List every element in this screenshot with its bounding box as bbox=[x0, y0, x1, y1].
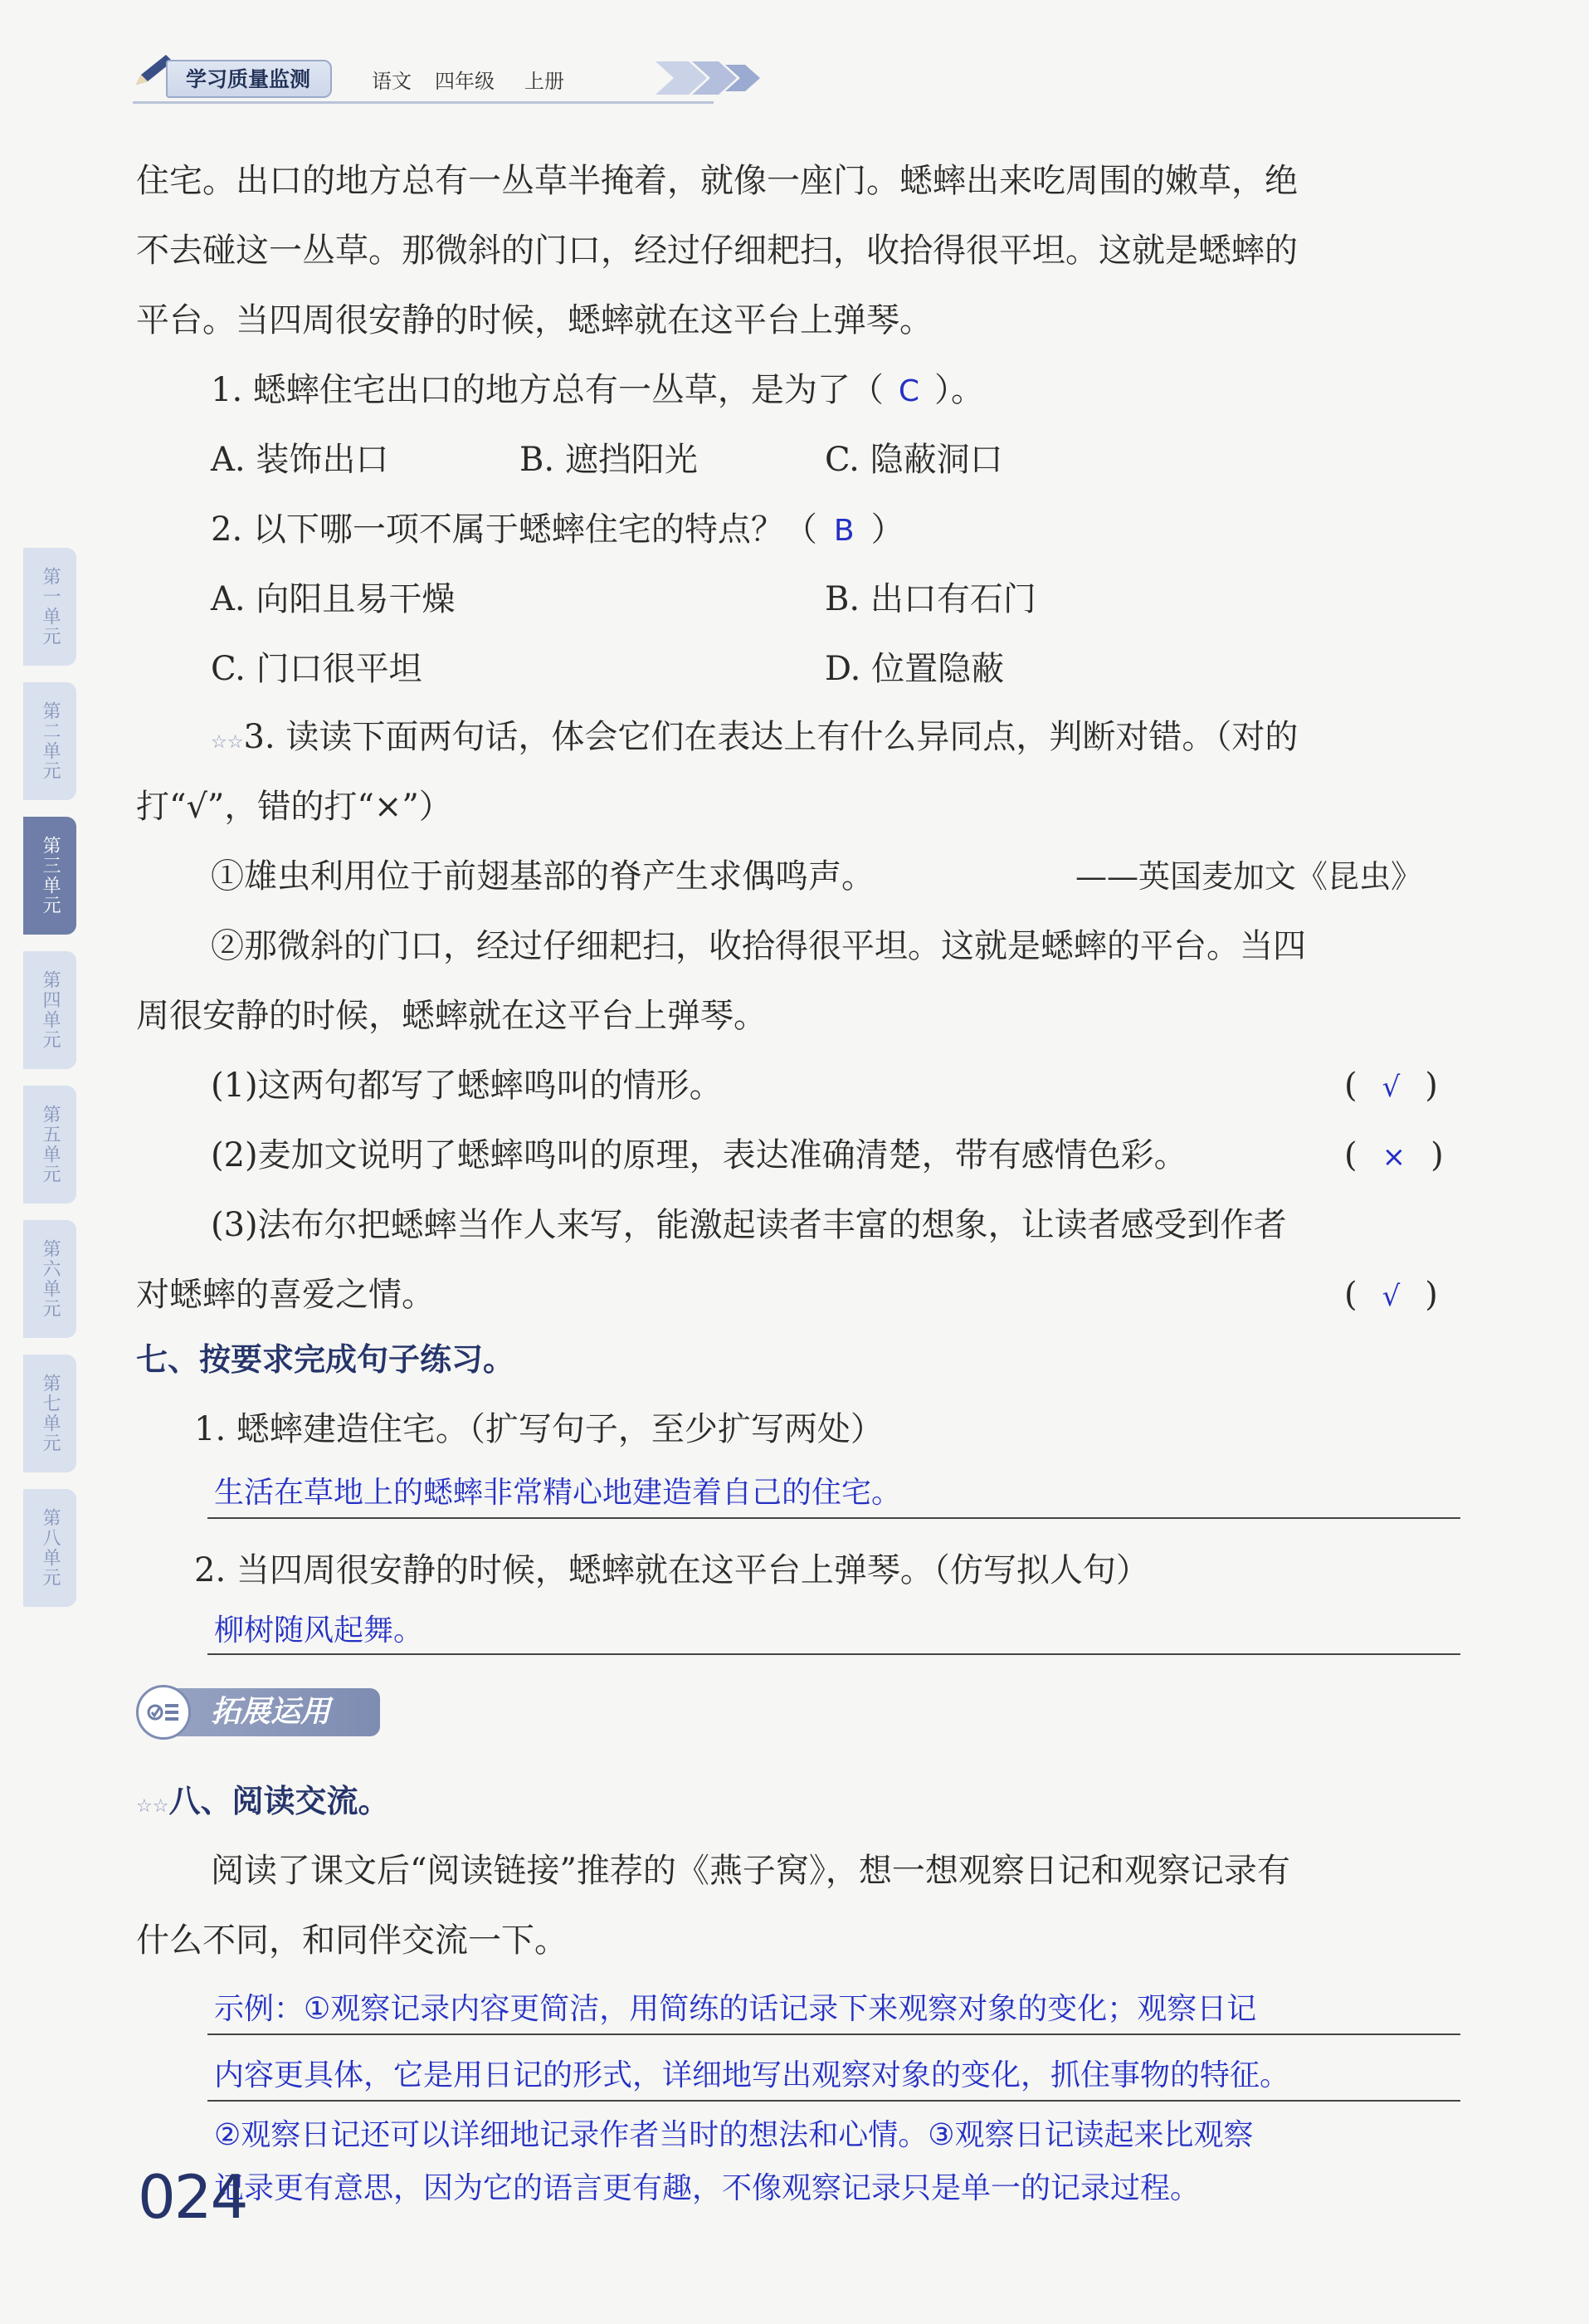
exercise-prompt: 2. 当四周很安静的时候，蟋蟀就在这平台上弹琴。（仿写拟人句） bbox=[194, 1551, 1149, 1589]
question-close: ）。 bbox=[934, 371, 985, 409]
book-title: 学习质量监测 bbox=[166, 60, 332, 98]
passage-line: 不去碰这一丛草。那微斜的门口，经过仔细耙扫，收拾得很平坦。这就是蟋蟀的 bbox=[136, 232, 1298, 270]
quote-source: ——英国麦加文《昆虫》 bbox=[1075, 858, 1423, 895]
difficulty-stars: ☆☆ bbox=[136, 1796, 169, 1817]
grade-label: 四年级 bbox=[435, 70, 495, 93]
question-stem: 2. 以下哪一项不属于蟋蟀住宅的特点？（ bbox=[211, 510, 817, 549]
option: A. 向阳且易干燥 bbox=[211, 580, 456, 618]
check-mark: √ bbox=[1382, 1071, 1401, 1104]
tab-unit-5[interactable]: 第五单元 bbox=[23, 1086, 76, 1204]
option: D. 位置隐蔽 bbox=[825, 650, 1005, 688]
question-1 bbox=[211, 367, 984, 415]
check-mark: √ bbox=[1382, 1280, 1401, 1313]
answer-choice: C bbox=[898, 374, 920, 408]
tab-unit-6[interactable]: 第六单元 bbox=[23, 1220, 76, 1338]
question-stem: 3. 读读下面两句话，体会它们在表达上有什么异同点，判断对错。（对的 bbox=[243, 718, 1299, 756]
checklist-icon bbox=[136, 1685, 191, 1740]
tab-unit-3[interactable]: 第三单元 bbox=[23, 817, 76, 935]
handwritten-answer: 记录更有意思，因为它的语言更有趣，不像观察记录只是单一的记录过程。 bbox=[214, 2171, 1201, 2205]
question-stem: 1. 蟋蟀住宅出口的地方总有一丛草，是为了（ bbox=[211, 371, 884, 409]
answer-line bbox=[207, 1517, 1460, 1519]
tab-unit-7[interactable]: 第七单元 bbox=[23, 1355, 76, 1472]
handwritten-answer: ②观察日记还可以详细地记录作者当时的想法和心情。③观察日记读起来比观察 bbox=[214, 2118, 1254, 2152]
judgement-bracket: ( × ) bbox=[1344, 1136, 1444, 1174]
option: B. 出口有石门 bbox=[825, 580, 1036, 618]
option: C. 门口很平坦 bbox=[211, 650, 422, 688]
quote-sentence: ①雄虫利用位于前翅基部的脊产生求偶鸣声。 bbox=[211, 857, 875, 896]
handwritten-answer: 示例：①观察记录内容更简洁，用简练的话记录下来观察对象的变化；观察日记 bbox=[214, 1992, 1257, 2026]
answer-line bbox=[207, 2100, 1460, 2102]
exercise-prompt: 1. 蟋蟀建造住宅。（扩写句子，至少扩写两处） bbox=[194, 1410, 884, 1448]
option: A. 装饰出口 bbox=[211, 441, 389, 479]
cross-mark: × bbox=[1382, 1140, 1406, 1174]
difficulty-stars: ☆☆ bbox=[211, 732, 244, 753]
section-8-title bbox=[136, 1778, 389, 1830]
option: C. 隐蔽洞口 bbox=[825, 441, 1003, 479]
tab-unit-2[interactable]: 第二单元 bbox=[23, 682, 76, 800]
quote-sentence: ②那微斜的门口，经过仔细耙扫，收拾得很平坦。这就是蟋蟀的平台。当四 bbox=[211, 927, 1306, 965]
handwritten-answer: 内容更具体，它是用日记的形式，详细地写出观察对象的变化，抓住事物的特征。 bbox=[214, 2058, 1290, 2092]
question-close: ） bbox=[870, 510, 904, 549]
chevron-right-icon bbox=[656, 53, 772, 103]
tab-unit-8[interactable]: 第八单元 bbox=[23, 1489, 76, 1607]
handwritten-answer: 柳树随风起舞。 bbox=[214, 1614, 424, 1648]
judgement-bracket: ( √ ) bbox=[1344, 1067, 1438, 1105]
page-number: 024 bbox=[138, 2162, 247, 2232]
section-title: 七、按要求完成句子练习。 bbox=[136, 1341, 515, 1378]
passage-line: 平台。当四周很安静的时候，蟋蟀就在这平台上弹琴。 bbox=[136, 301, 933, 339]
option: B. 遮挡阳光 bbox=[519, 441, 698, 479]
answer-line bbox=[207, 2034, 1460, 2035]
quote-sentence-cont: 周很安静的时候，蟋蟀就在这平台上弹琴。 bbox=[136, 997, 767, 1035]
prompt-line: 什么不同，和同伴交流一下。 bbox=[136, 1921, 568, 1960]
question-3 bbox=[211, 714, 1298, 766]
question-stem-cont: 打“√”，错的打“×”） bbox=[136, 788, 452, 826]
prompt-line: 阅读了课文后“阅读链接”推荐的《燕子窝》，想一想观察日记和观察记录有 bbox=[211, 1852, 1290, 1890]
judgement-item: (1)这两句都写了蟋蟀鸣叫的情形。 bbox=[211, 1067, 723, 1105]
judgement-item: (3)法布尔把蟋蟀当作人来写，能激起读者丰富的想象，让读者感受到作者 bbox=[211, 1206, 1287, 1244]
tab-unit-4[interactable]: 第四单元 bbox=[23, 951, 76, 1069]
volume-label: 上册 bbox=[524, 70, 564, 93]
question-2 bbox=[211, 506, 904, 554]
answer-line bbox=[207, 1653, 1460, 1655]
section-banner: 拓展运用 bbox=[139, 1688, 380, 1736]
tab-unit-1[interactable]: 第一单元 bbox=[23, 548, 76, 666]
passage-line: 住宅。出口的地方总有一丛草半掩着，就像一座门。蟋蟀出来吃周围的嫩草，绝 bbox=[136, 162, 1298, 200]
answer-choice: B bbox=[833, 514, 855, 548]
header-rule bbox=[133, 101, 714, 104]
subject-label: 语文 bbox=[372, 70, 412, 93]
judgement-bracket: ( √ ) bbox=[1344, 1276, 1438, 1314]
judgement-item-cont: 对蟋蟀的喜爱之情。 bbox=[136, 1276, 435, 1314]
section-title: 八、阅读交流。 bbox=[168, 1783, 390, 1819]
judgement-item: (2)麦加文说明了蟋蟀鸣叫的原理，表达准确清楚，带有感情色彩。 bbox=[211, 1136, 1187, 1174]
handwritten-answer: 生活在草地上的蟋蟀非常精心地建造着自己的住宅。 bbox=[214, 1476, 902, 1510]
